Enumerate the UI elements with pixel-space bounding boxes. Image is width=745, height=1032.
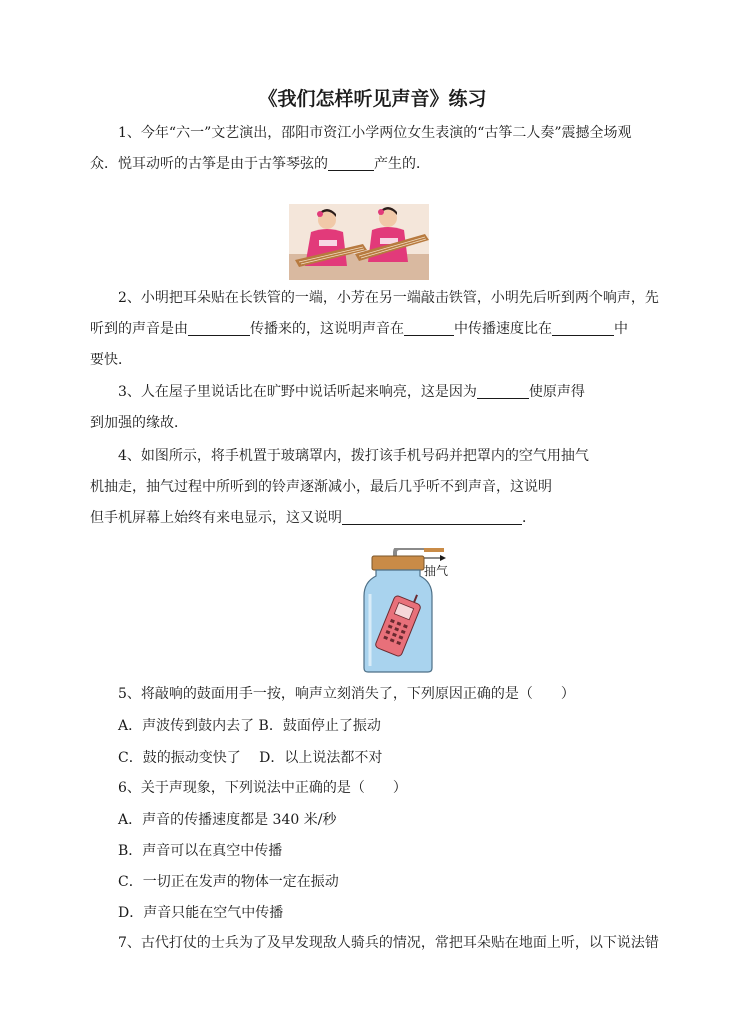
q6-option-d[interactable]: D．声音只能在空气中传播 [118, 905, 284, 921]
question-2 [90, 283, 659, 376]
q6-stem: 6、关于声现象，下列说法中正确的是（ ） [118, 780, 407, 796]
q6-option-c[interactable]: C．一切正在发声的物体一定在振动 [118, 874, 339, 890]
q3-line-1 [90, 377, 656, 408]
q5-options-cd[interactable]: C．鼓的振动变快了 D．以上说法都不对 [118, 750, 383, 766]
q3-text-after-blank: 使原声得 [528, 384, 585, 400]
page-title: 《我们怎样听见声音》练习 [258, 88, 487, 110]
q2-text-c: 中传播速度比在 [454, 321, 552, 337]
q4-answer-blank[interactable] [342, 508, 522, 525]
q3-answer-blank[interactable] [477, 382, 529, 399]
q1-answer-blank[interactable] [328, 154, 374, 171]
bell-jar-figure [360, 548, 470, 674]
q2-line-3: 要快． [90, 352, 132, 368]
q4-line-3 [90, 503, 656, 534]
q2-text-d: 中 [614, 321, 628, 337]
q2-answer-blank-2[interactable] [404, 319, 454, 336]
q4-text-before-blank: 但手机屏幕上始终有来电显示，这又说明 [90, 510, 342, 526]
q6-option-a[interactable]: A．声音的传播速度都是 340 米/秒 [118, 812, 337, 828]
pump-label: 抽气 [424, 564, 449, 578]
q1-line-1: 1、今年“六一”文艺演出，邵阳市资江小学两位女生表演的“古筝二人奏”震撼全场观 [118, 125, 632, 141]
q4-line-1: 4、如图所示，将手机置于玻璃罩内，拨打该手机号码并把罩内的空气用抽气 [118, 448, 589, 464]
q4-text-after-blank: ． [522, 510, 536, 526]
q3-line-2: 到加强的缘故． [90, 415, 188, 431]
question-7 [90, 928, 659, 959]
q6-option-b[interactable]: B．声音可以在真空中传播 [118, 843, 283, 859]
q7-line-1: 7、古代打仗的士兵为了及早发现敌人骑兵的情况，常把耳朵贴在地面上听，以下说法错 [118, 935, 659, 951]
q1-text-before-blank: 众．悦耳动听的古筝是由于古筝琴弦的 [90, 156, 328, 172]
q2-answer-blank-3[interactable] [552, 319, 614, 336]
q2-line-1: 2、小明把耳朵贴在长铁管的一端，小芳在另一端敲击铁管，小明先后听到两个响声，先 [118, 290, 659, 306]
bell-jar-drawing [360, 548, 470, 674]
q5-options-ab[interactable]: A．声波传到鼓内去了 B．鼓面停止了振动 [118, 718, 381, 734]
q2-answer-blank-1[interactable] [188, 319, 250, 336]
q5-stem: 5、将敲响的鼓面用手一按，响声立刻消失了，下列原因正确的是（ ） [118, 686, 575, 702]
question-1 [90, 118, 656, 180]
q4-line-2: 机抽走，抽气过程中所听到的铃声逐渐减小，最后几乎听不到声音，这说明 [90, 479, 552, 495]
q2-text-a: 听到的声音是由 [90, 321, 188, 337]
guzheng-performance-image [289, 204, 429, 280]
question-4 [90, 441, 656, 534]
q1-line-2 [90, 149, 656, 180]
q2-line-2 [90, 314, 656, 345]
question-3 [90, 377, 656, 439]
q1-text-after-blank: 产生的． [374, 156, 430, 172]
q3-text-before-blank: 3、人在屋子里说话比在旷野中说话听起来响亮，这是因为 [118, 384, 477, 400]
q2-text-b: 传播来的，这说明声音在 [250, 321, 404, 337]
